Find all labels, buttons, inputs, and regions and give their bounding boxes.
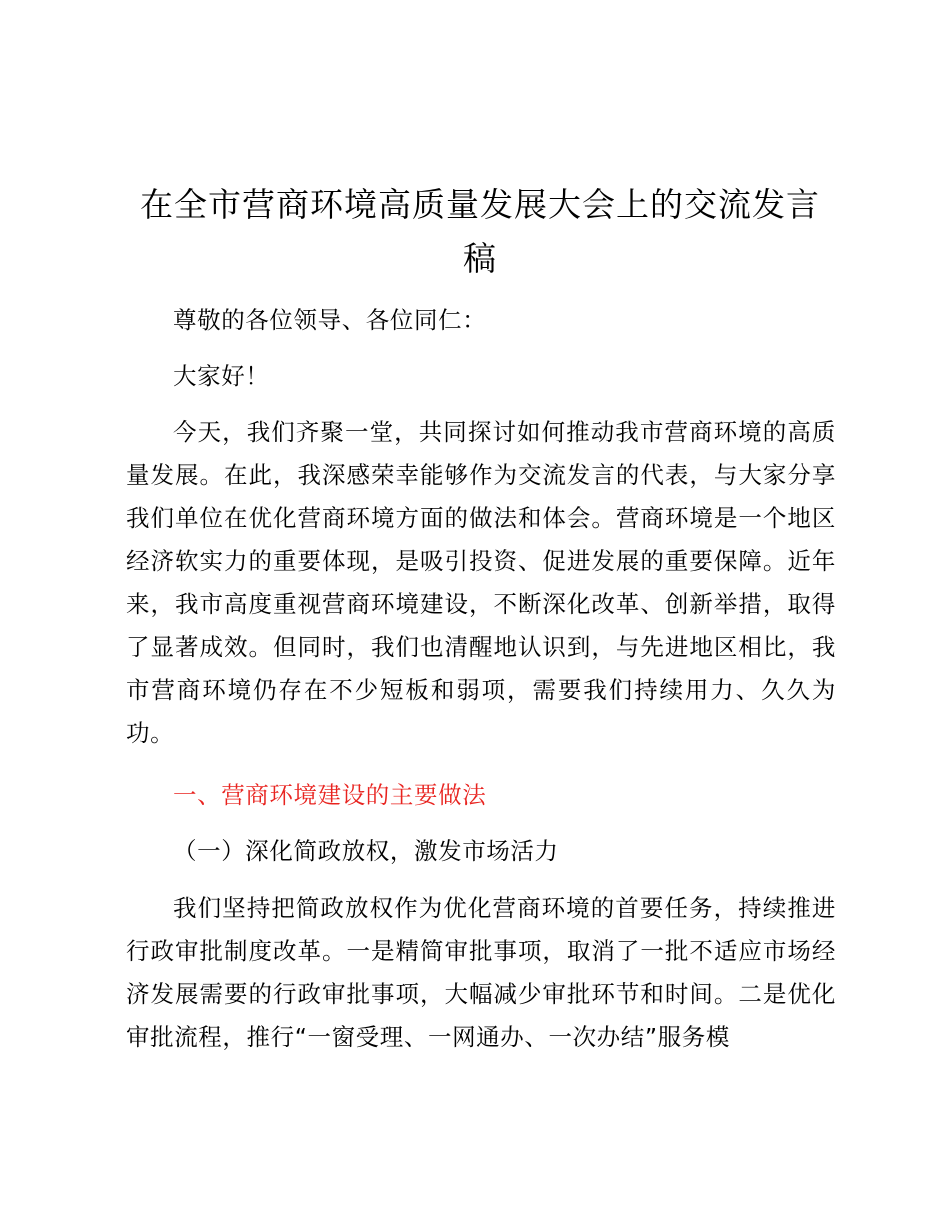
subsection-heading: （一）深化简政放权，激发市场活力 bbox=[173, 837, 559, 865]
section-heading: 一、营商环境建设的主要做法 bbox=[173, 781, 487, 809]
subsection-paragraph: 我们坚持把简政放权作为优化营商环境的首要任务，持续推进行政审批制度改革。一是精简审批事项，取消了一批不适应市场经济发展需要的行政审批事项，大幅减少审批环节和时间。二是优化审批流程，推行“一窗受理、一网通办、一次办结”服务模 bbox=[126, 894, 836, 1051]
intro-paragraph: 今天，我们齐聚一堂，共同探讨如何推动我市营商环境的高质量发展。在此，我深感荣幸能够作为交流发言的代表，与大家分享我们单位在优化营商环境方面的做法和体会。营商环境是一个地区经济软实力的重要体现，是吸引投资、促进发展的重要保障。近年来，我市高度重视营商环境建设，不断深化改革、创新举措，取得了显著成效。但同时，我们也清醒地认识到，与先进地区相比，我市营商环境仍存在不少短板和弱项，需要我们持续用力、久久为功。 bbox=[126, 418, 836, 747]
document-title: 在全市营商环境高质量发展大会上的交流发言稿 bbox=[140, 185, 820, 278]
greeting: 大家好！ bbox=[173, 362, 270, 390]
salutation: 尊敬的各位领导、各位同仁： bbox=[173, 306, 487, 334]
